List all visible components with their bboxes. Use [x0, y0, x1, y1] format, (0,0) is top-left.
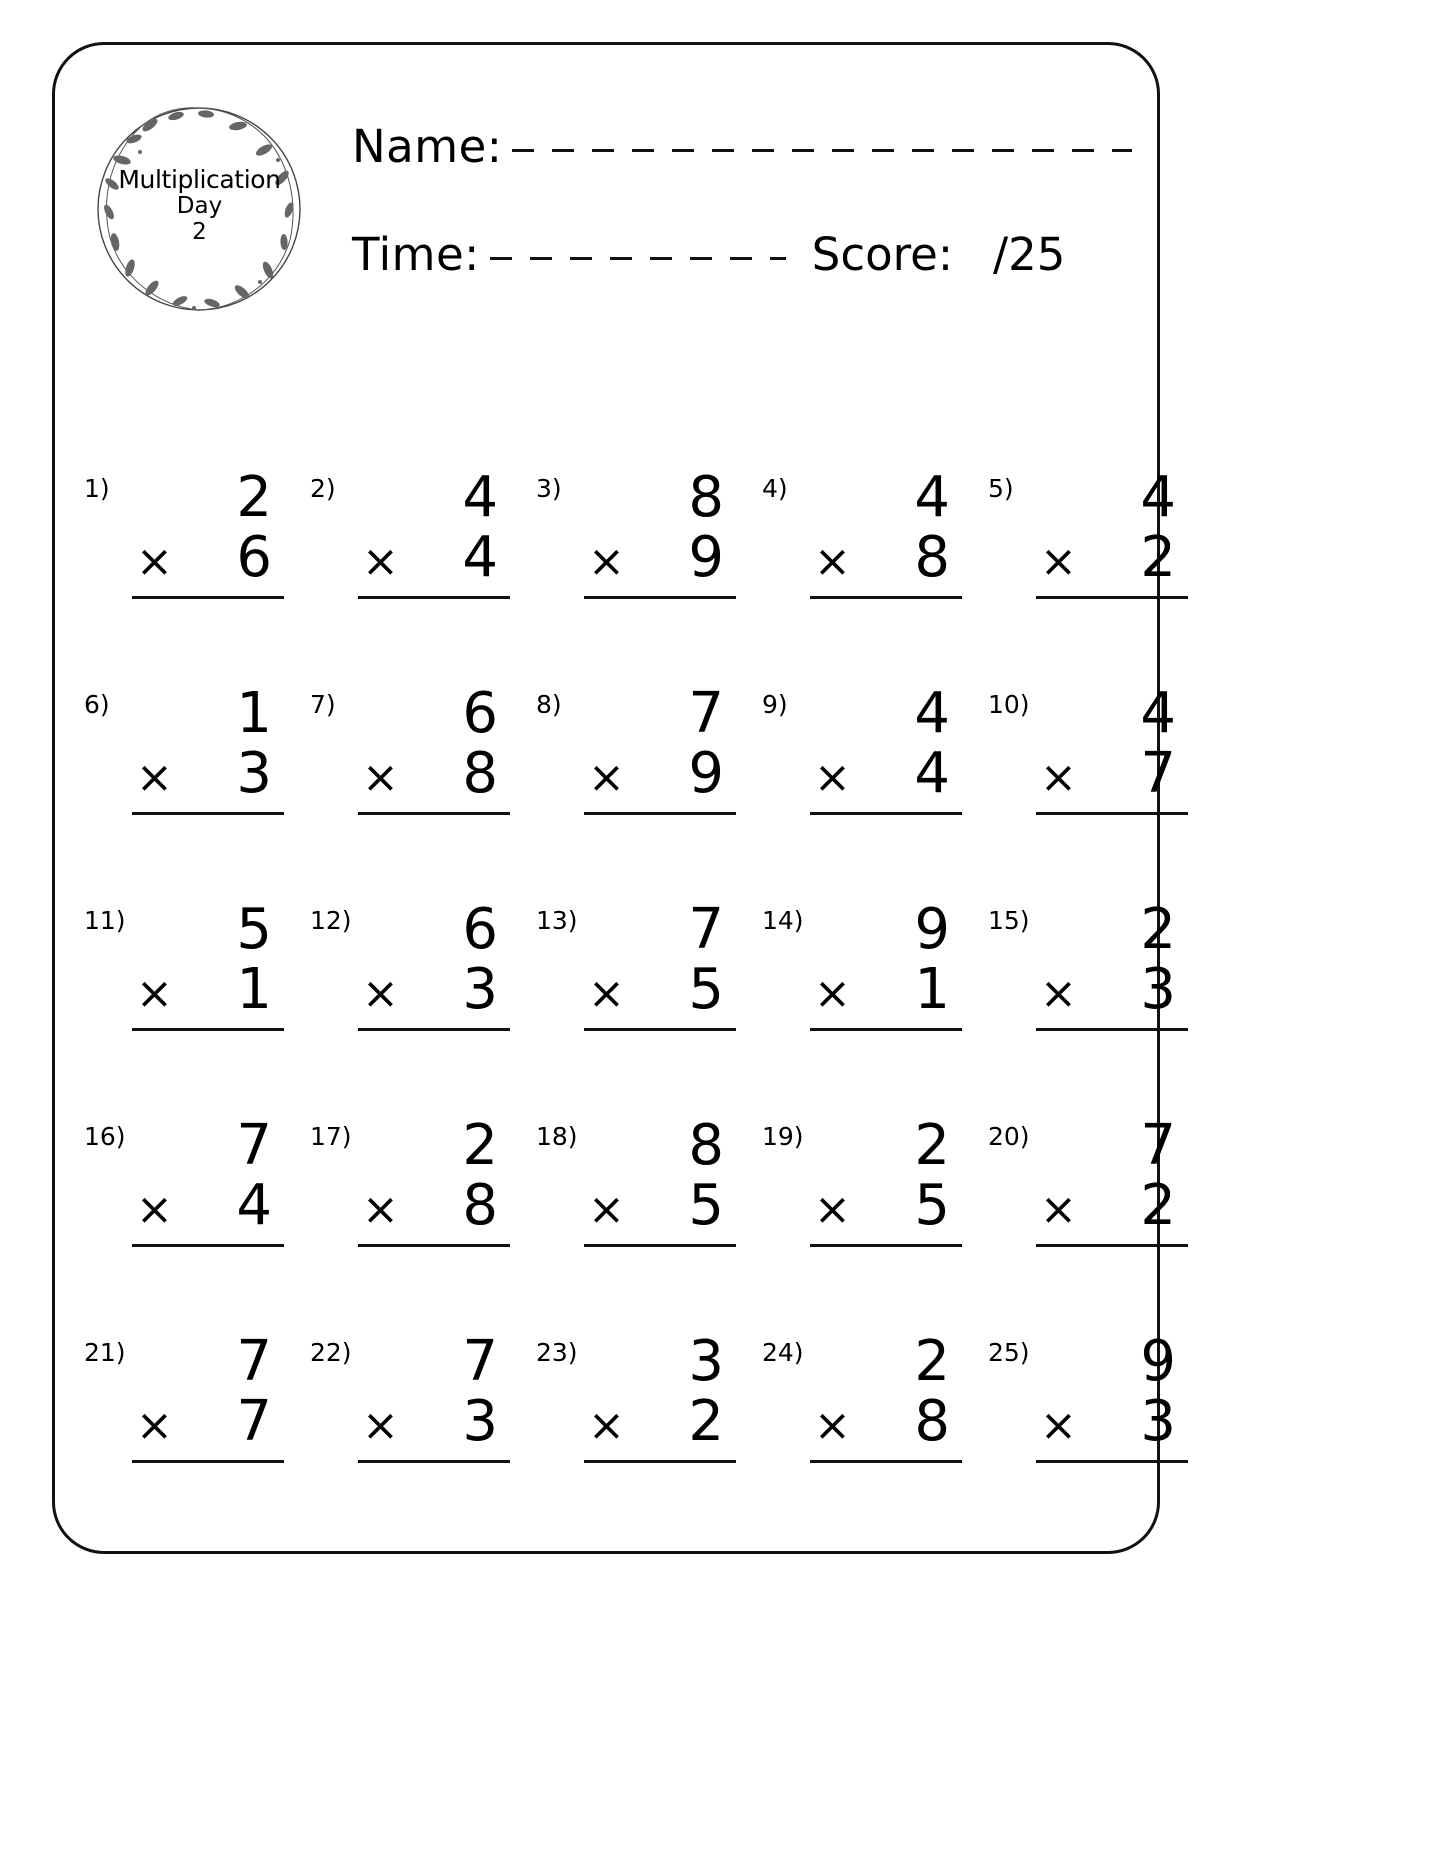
score-label: Score: [811, 228, 953, 281]
problem-index: 11) [84, 906, 126, 935]
problem-index: 14) [762, 906, 804, 935]
answer-rule [810, 812, 962, 815]
multiply-operator-icon: × [1040, 536, 1077, 587]
answer-rule [1036, 812, 1188, 815]
problem-row [52, 681, 1176, 902]
problem-cell [84, 465, 290, 670]
multiplier: 9 [688, 741, 724, 806]
multiplicand: 6 [462, 897, 498, 962]
multiplier: 4 [236, 1173, 272, 1238]
answer-rule [358, 812, 510, 815]
multiplier: 7 [1140, 741, 1176, 806]
badge-title: Multiplication [118, 165, 281, 194]
multiply-operator-icon: × [362, 752, 399, 803]
problem-expression[interactable] [1036, 465, 1188, 599]
answer-rule [810, 1244, 962, 1247]
answer-rule [584, 1028, 736, 1031]
multiplier: 8 [914, 1389, 950, 1454]
multiplier: 3 [1140, 957, 1176, 1022]
multiply-operator-icon: × [1040, 968, 1077, 1019]
problem-index: 20) [988, 1122, 1030, 1151]
multiply-operator-icon: × [362, 968, 399, 1019]
multiplier: 8 [462, 1173, 498, 1238]
answer-rule [810, 1028, 962, 1031]
answer-rule [1036, 1028, 1188, 1031]
answer-rule [132, 1028, 284, 1031]
multiplicand: 2 [1140, 897, 1176, 962]
multiplicand: 6 [462, 681, 498, 746]
multiplier: 3 [462, 1389, 498, 1454]
problem-cell [762, 897, 968, 1102]
multiplicand: 2 [914, 1329, 950, 1394]
multiplier: 5 [688, 957, 724, 1022]
multiply-operator-icon: × [588, 968, 625, 1019]
multiplier: 2 [1140, 1173, 1176, 1238]
answer-rule [132, 596, 284, 599]
problem-cell [988, 897, 1194, 1102]
problem-row [52, 465, 1176, 686]
multiply-operator-icon: × [136, 752, 173, 803]
multiply-operator-icon: × [136, 536, 173, 587]
problem-cell [310, 1329, 516, 1534]
answer-rule [1036, 1460, 1188, 1463]
multiply-operator-icon: × [136, 968, 173, 1019]
problem-expression[interactable] [132, 1329, 284, 1463]
problem-index: 24) [762, 1338, 804, 1367]
name-input-line[interactable] [512, 149, 1132, 152]
problem-cell [536, 681, 742, 886]
multiplier: 8 [462, 741, 498, 806]
multiply-operator-icon: × [362, 536, 399, 587]
name-field-row [352, 120, 1142, 180]
badge-text [82, 166, 317, 246]
problem-row [52, 897, 1176, 1118]
problem-expression[interactable] [584, 1329, 736, 1463]
multiplier: 1 [914, 957, 950, 1022]
problem-index: 10) [988, 690, 1030, 719]
answer-rule [132, 1244, 284, 1247]
answer-rule [810, 596, 962, 599]
problem-row [52, 1113, 1176, 1334]
multiply-operator-icon: × [1040, 752, 1077, 803]
problem-cell [536, 465, 742, 670]
problem-expression[interactable] [810, 1329, 962, 1463]
multiplicand: 3 [688, 1329, 724, 1394]
problem-expression[interactable] [132, 465, 284, 599]
multiplicand: 2 [236, 465, 272, 530]
multiplicand: 2 [914, 1113, 950, 1178]
problem-cell [762, 1329, 968, 1534]
problem-expression[interactable] [810, 897, 962, 1031]
problem-expression[interactable] [810, 465, 962, 599]
problem-cell [988, 681, 1194, 886]
time-input-line[interactable] [490, 257, 786, 260]
problem-index: 12) [310, 906, 352, 935]
problem-expression[interactable] [584, 681, 736, 815]
multiplier: 3 [236, 741, 272, 806]
problem-index: 17) [310, 1122, 352, 1151]
problem-expression[interactable] [1036, 1329, 1188, 1463]
multiply-operator-icon: × [362, 1184, 399, 1235]
multiplicand: 4 [914, 465, 950, 530]
time-score-row [352, 228, 1142, 288]
problem-row [52, 1329, 1176, 1550]
problem-index: 23) [536, 1338, 578, 1367]
multiply-operator-icon: × [814, 1400, 851, 1451]
answer-rule [584, 1244, 736, 1247]
problem-expression[interactable] [810, 1113, 962, 1247]
multiplicand: 9 [1140, 1329, 1176, 1394]
multiply-operator-icon: × [588, 536, 625, 587]
answer-rule [584, 596, 736, 599]
multiply-operator-icon: × [136, 1184, 173, 1235]
time-label: Time: [352, 228, 480, 281]
problem-expression[interactable] [358, 465, 510, 599]
problem-expression[interactable] [358, 1329, 510, 1463]
problem-cell [536, 897, 742, 1102]
problem-index: 22) [310, 1338, 352, 1367]
multiply-operator-icon: × [1040, 1400, 1077, 1451]
multiplier: 7 [236, 1389, 272, 1454]
problem-cell [310, 465, 516, 670]
answer-rule [358, 1244, 510, 1247]
multiply-operator-icon: × [814, 752, 851, 803]
problem-cell [84, 681, 290, 886]
worksheet-header [52, 42, 1160, 382]
problem-index: 16) [84, 1122, 126, 1151]
problem-index: 4) [762, 474, 788, 503]
answer-rule [810, 1460, 962, 1463]
answer-rule [132, 1460, 284, 1463]
badge-day-number: 2 [192, 218, 207, 245]
multiply-operator-icon: × [1040, 1184, 1077, 1235]
problem-expression[interactable] [358, 681, 510, 815]
answer-rule [1036, 1244, 1188, 1247]
multiply-operator-icon: × [814, 536, 851, 587]
multiplier: 5 [914, 1173, 950, 1238]
problem-cell [310, 897, 516, 1102]
answer-rule [584, 812, 736, 815]
multiplier: 8 [914, 525, 950, 590]
problem-index: 5) [988, 474, 1014, 503]
worksheet-badge [82, 92, 317, 327]
multiplier: 3 [462, 957, 498, 1022]
multiplicand: 4 [914, 681, 950, 746]
multiplier: 5 [688, 1173, 724, 1238]
multiply-operator-icon: × [814, 1184, 851, 1235]
problem-expression[interactable] [132, 681, 284, 815]
problem-index: 25) [988, 1338, 1030, 1367]
problem-expression[interactable] [584, 1113, 736, 1247]
problem-cell [84, 897, 290, 1102]
multiplicand: 9 [914, 897, 950, 962]
answer-rule [358, 1028, 510, 1031]
multiplicand: 4 [1140, 465, 1176, 530]
name-label: Name: [352, 120, 503, 173]
problem-index: 18) [536, 1122, 578, 1151]
multiplier: 2 [1140, 525, 1176, 590]
problem-cell [762, 1113, 968, 1318]
multiplicand: 5 [236, 897, 272, 962]
problem-expression[interactable] [358, 1113, 510, 1247]
multiplicand: 1 [236, 681, 272, 746]
problem-cell [310, 1113, 516, 1318]
multiplicand: 7 [688, 897, 724, 962]
problems-grid [52, 465, 1176, 1550]
problem-expression[interactable] [1036, 681, 1188, 815]
problem-cell [536, 1329, 742, 1534]
problem-index: 21) [84, 1338, 126, 1367]
problem-index: 8) [536, 690, 562, 719]
problem-index: 9) [762, 690, 788, 719]
problem-cell [988, 465, 1194, 670]
problem-index: 2) [310, 474, 336, 503]
problem-expression[interactable] [584, 897, 736, 1031]
multiplicand: 8 [688, 465, 724, 530]
problem-expression[interactable] [584, 465, 736, 599]
multiplicand: 7 [1140, 1113, 1176, 1178]
badge-subtitle: Day [176, 193, 223, 219]
multiplier: 6 [236, 525, 272, 590]
problem-cell [762, 465, 968, 670]
problem-cell [988, 1329, 1194, 1534]
problem-index: 19) [762, 1122, 804, 1151]
multiplier: 9 [688, 525, 724, 590]
multiply-operator-icon: × [588, 1400, 625, 1451]
problem-cell [536, 1113, 742, 1318]
multiply-operator-icon: × [362, 1400, 399, 1451]
problem-cell [84, 1329, 290, 1534]
problem-index: 6) [84, 690, 110, 719]
answer-rule [1036, 596, 1188, 599]
problem-cell [84, 1113, 290, 1318]
problem-index: 15) [988, 906, 1030, 935]
problem-cell [762, 681, 968, 886]
multiplier: 2 [688, 1389, 724, 1454]
answer-rule [584, 1460, 736, 1463]
problem-expression[interactable] [358, 897, 510, 1031]
multiplier: 1 [236, 957, 272, 1022]
score-total: /25 [993, 228, 1066, 281]
multiplier: 4 [462, 525, 498, 590]
multiply-operator-icon: × [136, 1400, 173, 1451]
multiply-operator-icon: × [588, 1184, 625, 1235]
problem-expression[interactable] [1036, 1113, 1188, 1247]
multiplicand: 4 [462, 465, 498, 530]
problem-index: 3) [536, 474, 562, 503]
problem-expression[interactable] [132, 1113, 284, 1247]
multiplicand: 7 [236, 1329, 272, 1394]
multiplier: 4 [914, 741, 950, 806]
multiplicand: 7 [462, 1329, 498, 1394]
problem-index: 13) [536, 906, 578, 935]
multiplicand: 8 [688, 1113, 724, 1178]
multiplicand: 4 [1140, 681, 1176, 746]
answer-rule [132, 812, 284, 815]
multiplicand: 7 [688, 681, 724, 746]
problem-expression[interactable] [810, 681, 962, 815]
multiply-operator-icon: × [588, 752, 625, 803]
multiplicand: 2 [462, 1113, 498, 1178]
answer-rule [358, 596, 510, 599]
problem-cell [988, 1113, 1194, 1318]
problem-expression[interactable] [132, 897, 284, 1031]
multiplicand: 7 [236, 1113, 272, 1178]
problem-cell [310, 681, 516, 886]
answer-rule [358, 1460, 510, 1463]
problem-index: 1) [84, 474, 110, 503]
multiply-operator-icon: × [814, 968, 851, 1019]
problem-index: 7) [310, 690, 336, 719]
problem-expression[interactable] [1036, 897, 1188, 1031]
multiplier: 3 [1140, 1389, 1176, 1454]
